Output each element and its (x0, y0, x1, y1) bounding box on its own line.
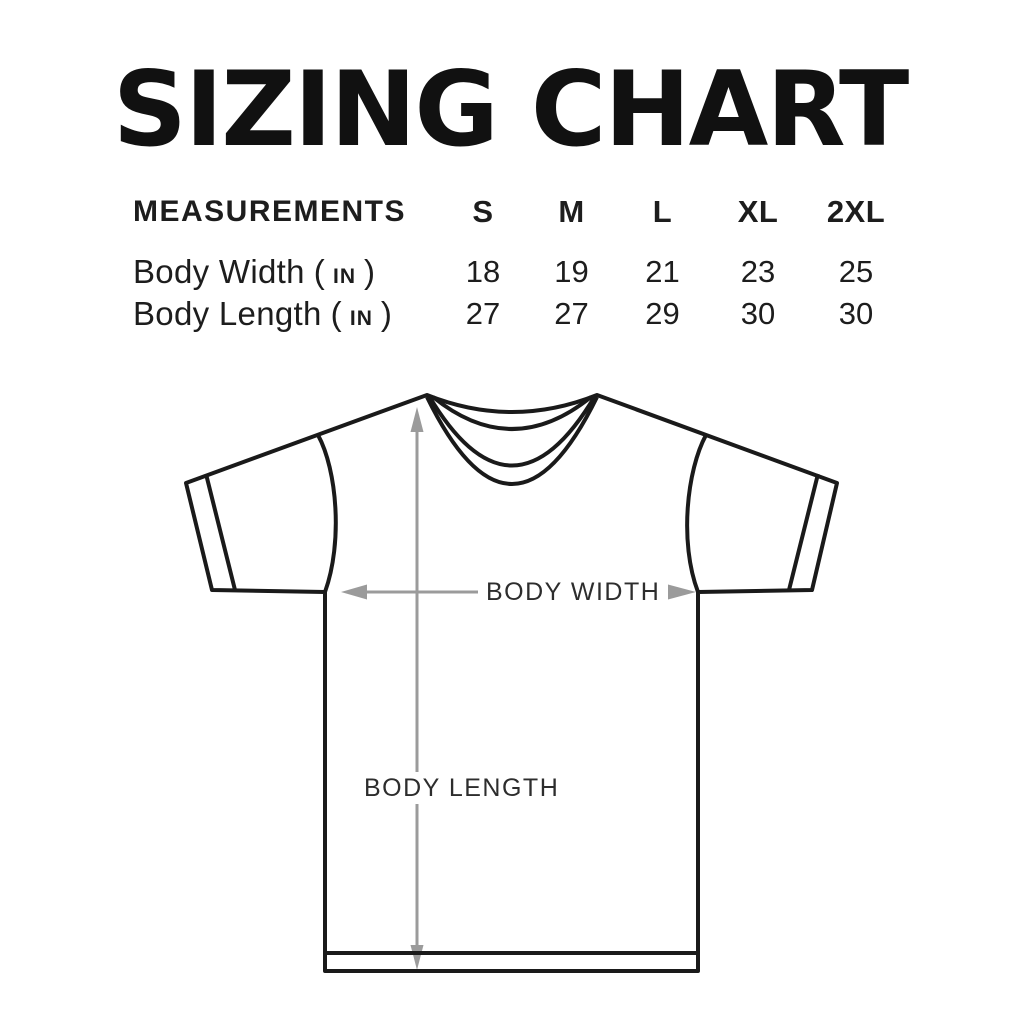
table-header-measurements: MEASUREMENTS (133, 195, 407, 228)
paren-close: ) (380, 295, 393, 332)
body-length-value-l: 29 (645, 296, 680, 331)
unit-inches: IN (333, 265, 357, 288)
page-title: SIZING CHART (112, 50, 908, 170)
measurement-name: Body Width (133, 253, 305, 290)
table-header-size-l: L (652, 194, 673, 229)
body-width-value-l: 21 (645, 254, 680, 289)
table-header-size-xl: XL (737, 194, 779, 229)
body-width-value-s: 18 (465, 254, 501, 289)
body-width-value-2xl: 25 (838, 254, 874, 289)
paren-close: ) (364, 253, 376, 290)
body-length-value-s: 27 (465, 296, 501, 331)
paren-open: ( (330, 295, 342, 332)
body-length-label: BODY LENGTH (356, 772, 567, 804)
paren-open: ( (313, 253, 326, 290)
table-header-size-2xl: 2XL (826, 194, 886, 229)
table-header-size-s: S (472, 194, 494, 229)
measurement-name: Body Length (133, 295, 322, 332)
unit-inches: IN (349, 307, 373, 330)
body-width-label: BODY WIDTH (478, 576, 668, 608)
table-header-size-m: M (558, 194, 585, 229)
body-length-value-2xl: 30 (838, 296, 874, 331)
body-length-value-xl: 30 (740, 296, 776, 331)
body-width-value-xl: 23 (740, 254, 776, 289)
body-width-value-m: 19 (554, 254, 589, 289)
body-length-value-m: 27 (554, 296, 589, 331)
tshirt-outline (186, 395, 837, 971)
